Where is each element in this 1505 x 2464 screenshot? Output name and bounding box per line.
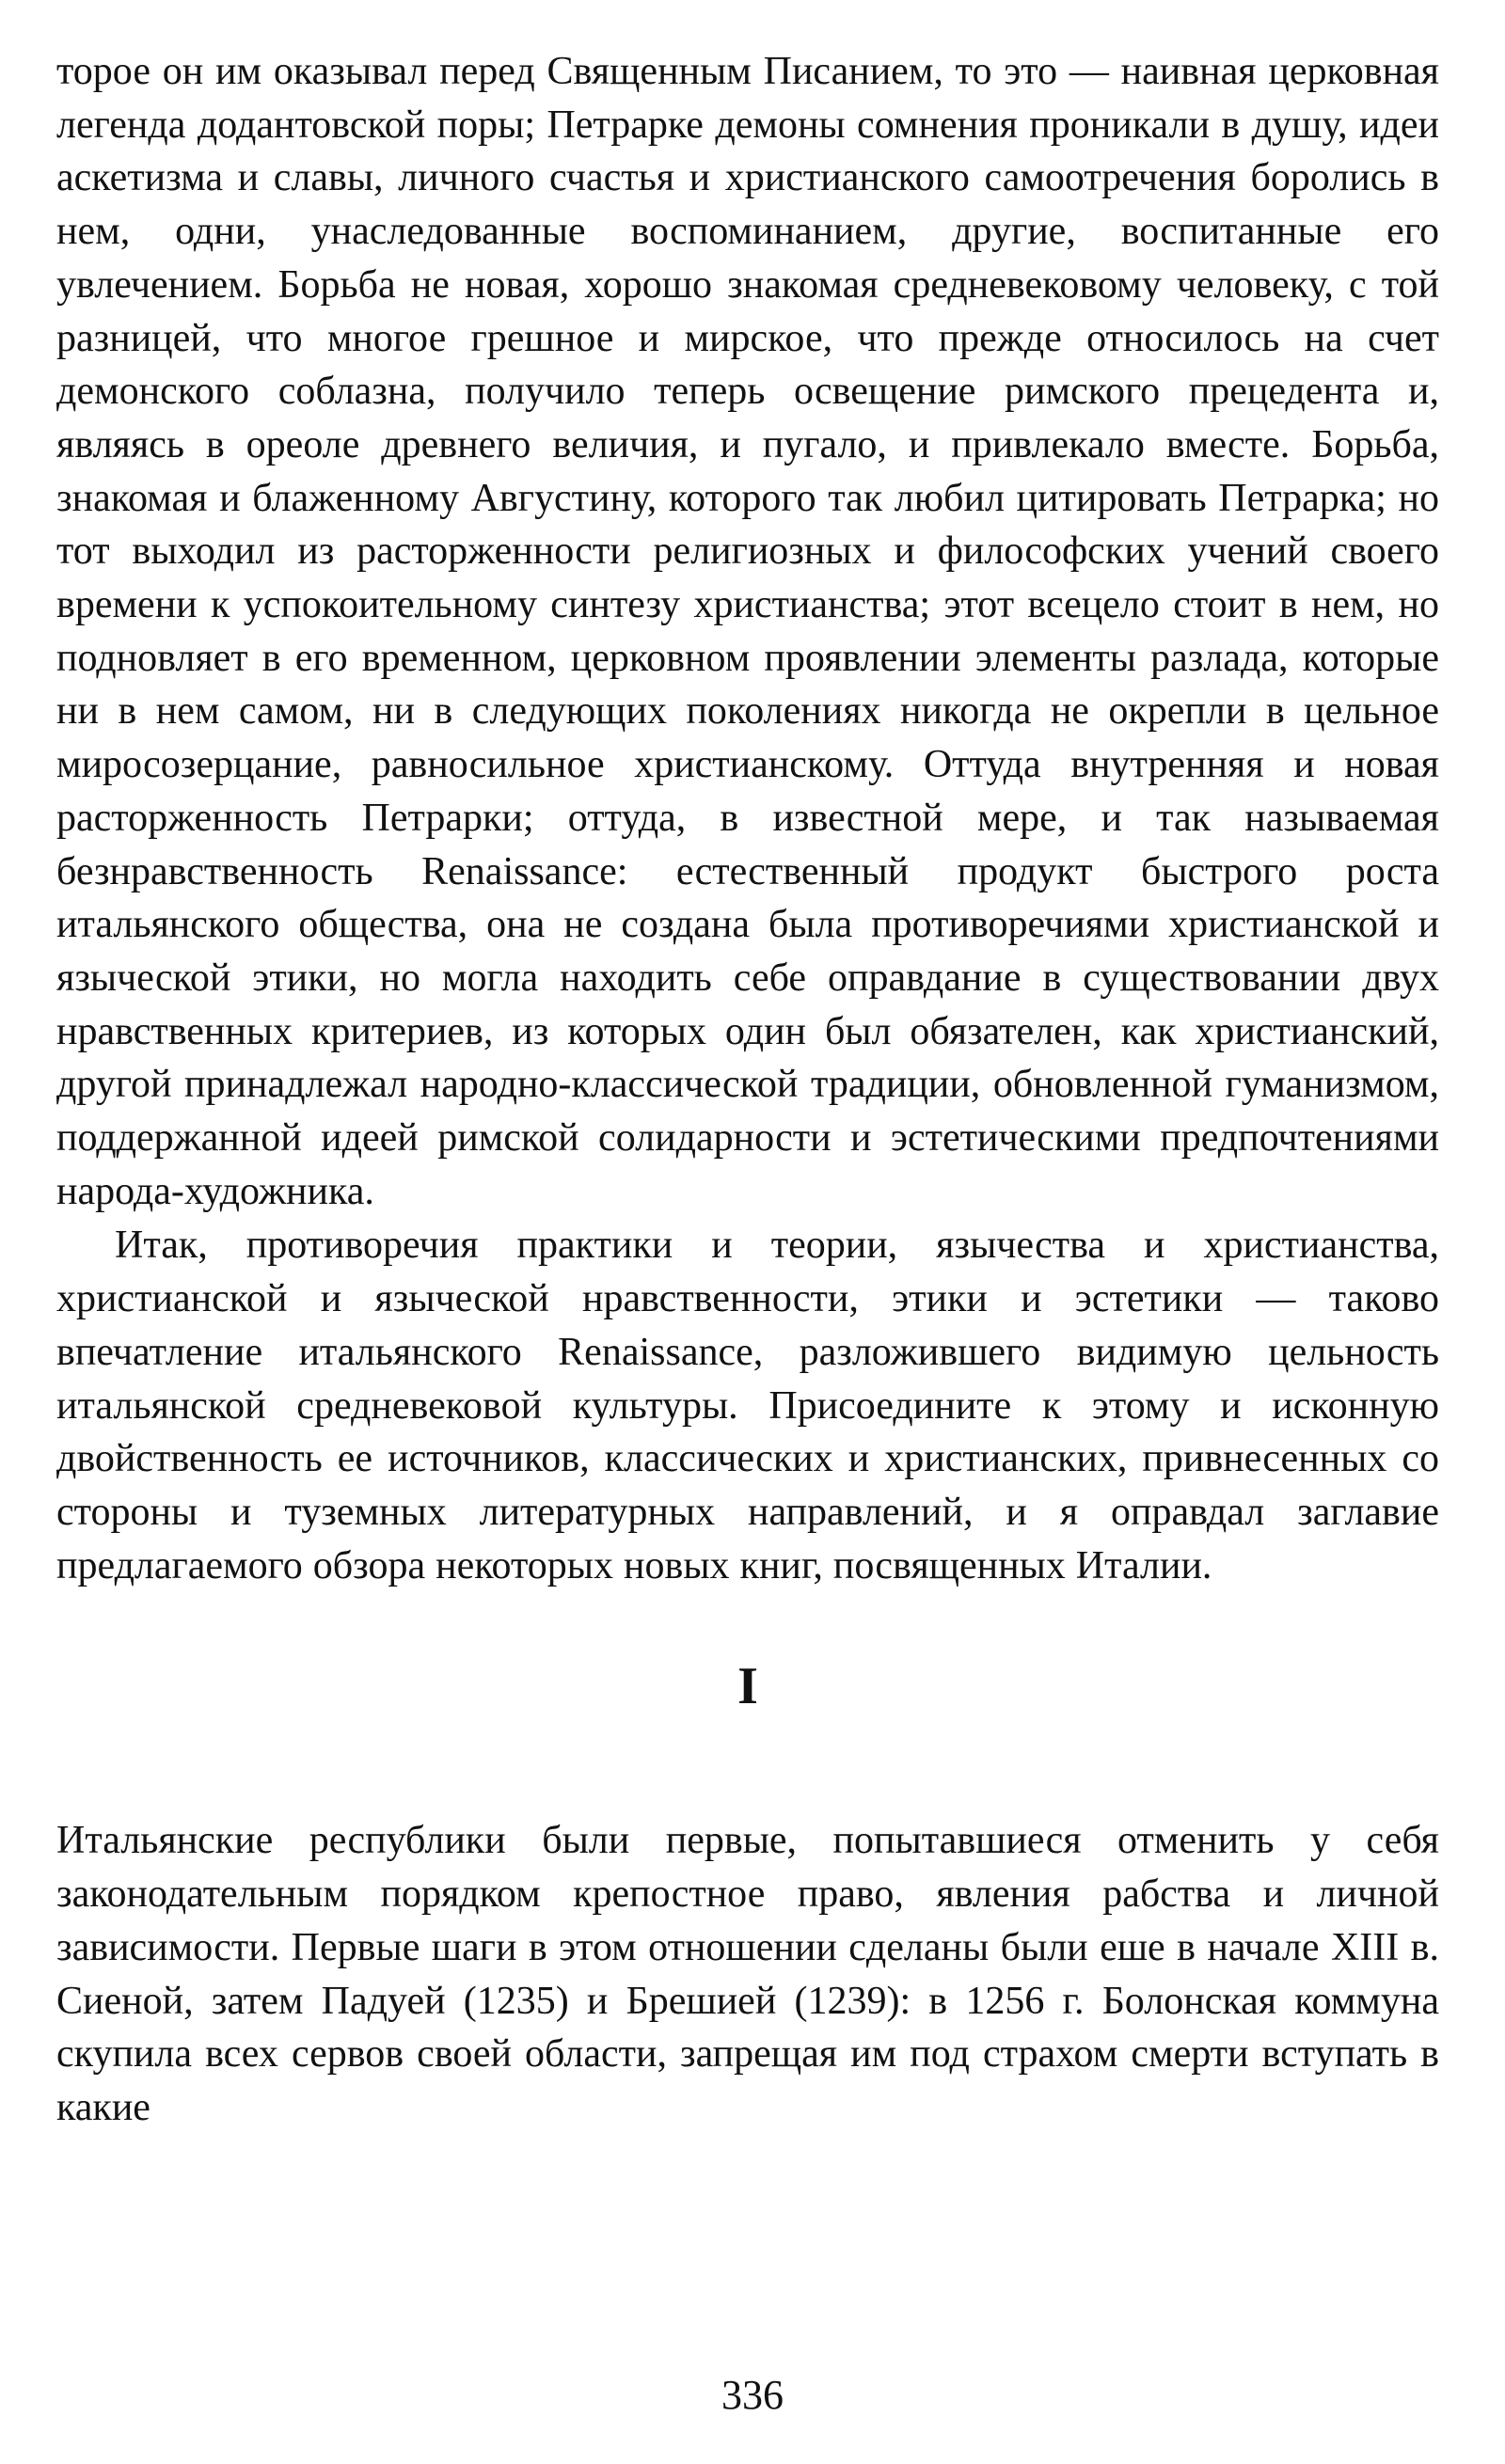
body-paragraph-2: Итак, противоречия практики и теории, язычества и христианства, христианской и языческой нравственности, этики и эстетики — таково впечатление итальянского Renaissance, разложившего видимую цельность итальянской средневековой культуры. Присоедините к этому и исконную двойственность ее источников, классических и христианских, привнесенных со стороны и туземных литературных направлений, и я оправдал заглавие предлагаемого обзора некоторых новых книг, посвященных Италии. [56, 1224, 1439, 1587]
page-number: 336 [721, 2372, 784, 2418]
body-paragraph-1: торое он им оказывал перед Священным Писанием, то это — наивная церковная легенда додантовской поры; Петрарке демоны сомнения проникали в душу, идеи аскетизма и славы, личного счастья и христианского самоотречения боролись в нем, одни, унаследованные воспоминанием, другие, воспитанные его увлечением. Борьба не новая, хорошо знакомая средневековому человеку, с той разницей, что многое грешное и мирское, что прежде относилось на счет демонского соблазна, получило теперь освещение римского прецедента и, являясь в ореоле древнего величия, и пугало, и привлекало вместе. Борьба, знакомая и блаженному Августину, которого так любил цитировать Петрарка; но тот выходил из расторженности религиозных и философских учений своего времени к успокоительному синтезу христианства; этот всецело стоит в нем, но подновляет в его временном, церковном проявлении элементы разлада, которые ни в нем самом, ни в следующих поколениях никогда не окрепли в цельное миросозерцание, равносильное христианскому. Оттуда внутренняя и новая расторженность Петрарки; оттуда, в известной мере, и так называемая безнравственность Renaissance: естественный продукт быстрого роста итальянского общества, она не создана была противоречиями христианской и языческой этики, но могла находить себе оправдание в существовании двух нравственных критериев, из которых один был обязателен, как христианский, другой принадлежал народно-классической традиции, обновленной гуманизмом, поддержанной идеей римской солидарности и эстетическими предпочтениями народа-художника. [56, 50, 1439, 1213]
section-heading: I [737, 1657, 758, 1716]
section-paragraph: Итальянские республики были первые, попытавшиеся отменить у себя законодательным порядком крепостное право, явления рабства и личной зависимости. Первые шаги в этом отношении сделаны были еше в начале XIII в. Сиеной, затем Падуей (1235) и Брешией (1239): в 1256 г. Болонская коммуна скупила всех сервов своей области, запрещая им под страхом смерти вступать в какие [56, 1819, 1439, 2129]
page-body [56, 45, 1439, 2135]
